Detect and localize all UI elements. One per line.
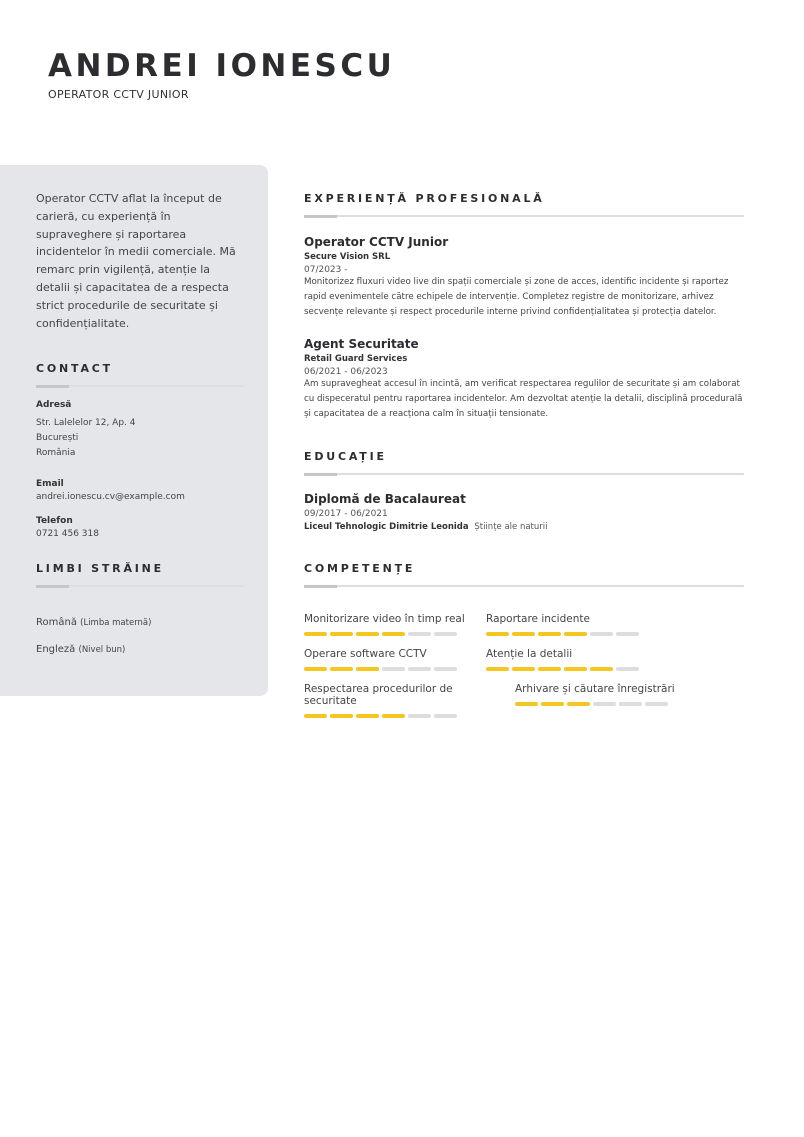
rating-segment-filled [564, 632, 587, 636]
job-description: Am supravegheat accesul în incintă, am verificat respectarea regulilor de securitate și am colaborat cu dispeceratul pentru raportarea incidentelor. Am dezvoltat atenție la detalii, disciplină procedurală și capacitatea de a reacționa calm în situații tensionate. [304, 379, 743, 419]
skill-item [486, 613, 686, 636]
phone-value: 0721 456 318 [36, 529, 99, 540]
rating-segment-filled [515, 702, 538, 706]
rating-segment-filled [304, 667, 327, 671]
rating-segment-empty [408, 632, 431, 636]
candidate-name: ANDREI IONESCU [48, 48, 396, 84]
section-divider [304, 215, 744, 217]
rating-segment-filled [564, 667, 587, 671]
rating-segment-filled [590, 667, 613, 671]
language-level: (Limba maternă) [80, 618, 152, 629]
phone-label: Telefon [36, 516, 73, 527]
language-name: Engleză [36, 644, 76, 656]
skill-rating [486, 632, 686, 636]
main-content [304, 192, 744, 718]
rating-segment-empty [593, 702, 616, 706]
rating-segment-filled [304, 714, 327, 718]
skill-item [304, 613, 486, 636]
language-name: Română [36, 617, 77, 629]
email-label: Email [36, 479, 64, 490]
rating-segment-filled [330, 714, 353, 718]
job-dates: 06/2021 - 06/2023 [304, 367, 388, 377]
skill-name: Monitorizare video în timp real [304, 613, 465, 625]
section-divider [304, 473, 744, 475]
rating-segment-empty [408, 714, 431, 718]
rating-segment-empty [616, 667, 639, 671]
skill-name: Arhivare și căutare înregistrări [515, 683, 675, 695]
language-item [36, 644, 244, 655]
rating-segment-empty [616, 632, 639, 636]
profile-summary: Operator CCTV aflat la început de carieră, cu experiență în supraveghere și raportarea incidentelor în medii comerciale. Mă remarc prin vigilență, atenție la detalii și capacitatea de a respecta strict procedurile de securitate și confidențialitate. [36, 192, 236, 330]
rating-segment-filled [567, 702, 590, 706]
rating-segment-filled [330, 667, 353, 671]
education-dates: 09/2017 - 06/2021 [304, 509, 388, 519]
rating-segment-empty [645, 702, 668, 706]
rating-segment-empty [590, 632, 613, 636]
address-line: Str. Lalelelor 12, Ap. 4 [36, 418, 136, 429]
skill-rating [304, 632, 486, 636]
rating-segment-filled [538, 632, 561, 636]
skill-name: Atenție la detalii [486, 648, 573, 660]
rating-segment-empty [434, 632, 457, 636]
skill-item [515, 683, 686, 718]
rating-segment-filled [356, 714, 379, 718]
education-school: Liceul Tehnologic Dimitrie Leonida [304, 522, 469, 532]
rating-segment-filled [356, 632, 379, 636]
rating-segment-filled [330, 632, 353, 636]
address-line: București [36, 433, 79, 444]
rating-segment-filled [304, 632, 327, 636]
rating-segment-filled [382, 714, 405, 718]
skill-rating [515, 702, 686, 706]
skill-item [486, 648, 686, 671]
section-divider [36, 385, 244, 387]
skill-name: Operare software CCTV [304, 648, 427, 660]
skill-item [304, 648, 486, 671]
skill-name: Respectarea procedurilor de securitate [304, 683, 453, 707]
skill-rating [304, 667, 486, 671]
job-entry-title: Agent Securitate [304, 337, 419, 351]
job-entry [304, 337, 744, 422]
language-item [36, 617, 244, 628]
rating-segment-filled [538, 667, 561, 671]
address-label: Adresă [36, 400, 72, 411]
address-value [36, 416, 244, 461]
rating-segment-filled [512, 667, 535, 671]
education-heading: EDUCAȚIE [304, 450, 387, 463]
language-level: (Nivel bun) [78, 645, 126, 656]
rating-segment-filled [382, 632, 405, 636]
contact-heading: CONTACT [36, 362, 113, 376]
skill-rating [304, 714, 486, 718]
skills-grid [304, 613, 744, 718]
experience-heading: EXPERIENȚĂ PROFESIONALĂ [304, 192, 545, 205]
skill-item [304, 683, 486, 718]
rating-segment-empty [434, 714, 457, 718]
job-company: Secure Vision SRL [304, 252, 391, 262]
section-divider [36, 585, 244, 587]
skills-heading: COMPETENȚE [304, 562, 416, 575]
skill-name: Raportare incidente [486, 613, 590, 625]
job-title: OPERATOR CCTV JUNIOR [48, 88, 189, 101]
job-dates: 07/2023 - [304, 265, 348, 275]
rating-segment-empty [408, 667, 431, 671]
sidebar [0, 165, 268, 696]
rating-segment-empty [434, 667, 457, 671]
rating-segment-filled [356, 667, 379, 671]
address-line: România [36, 448, 76, 459]
education-field: Științe ale naturii [474, 522, 548, 532]
section-divider [304, 585, 744, 587]
rating-segment-empty [619, 702, 642, 706]
rating-segment-filled [512, 632, 535, 636]
rating-segment-filled [486, 632, 509, 636]
job-company: Retail Guard Services [304, 354, 408, 364]
rating-segment-filled [486, 667, 509, 671]
education-school-line [304, 522, 744, 532]
rating-segment-empty [382, 667, 405, 671]
email-link[interactable]: andrei.ionescu.cv@example.com [36, 492, 185, 503]
education-entry [304, 492, 744, 532]
rating-segment-filled [541, 702, 564, 706]
skill-rating [486, 667, 686, 671]
job-entry [304, 235, 744, 320]
languages-heading: LIMBI STRĂINE [36, 562, 164, 576]
job-entry-title: Operator CCTV Junior [304, 235, 449, 249]
education-degree: Diplomă de Bacalaureat [304, 492, 466, 506]
job-description: Monitorizez fluxuri video live din spații comerciale și zone de acces, identific incidente și raportez rapid evenimentele către echipele de intervenție. Completez registre de monitorizare, arhivez secvențe relevante și respect procedurile interne privind confidențialitatea și protecția datelor. [304, 277, 729, 317]
